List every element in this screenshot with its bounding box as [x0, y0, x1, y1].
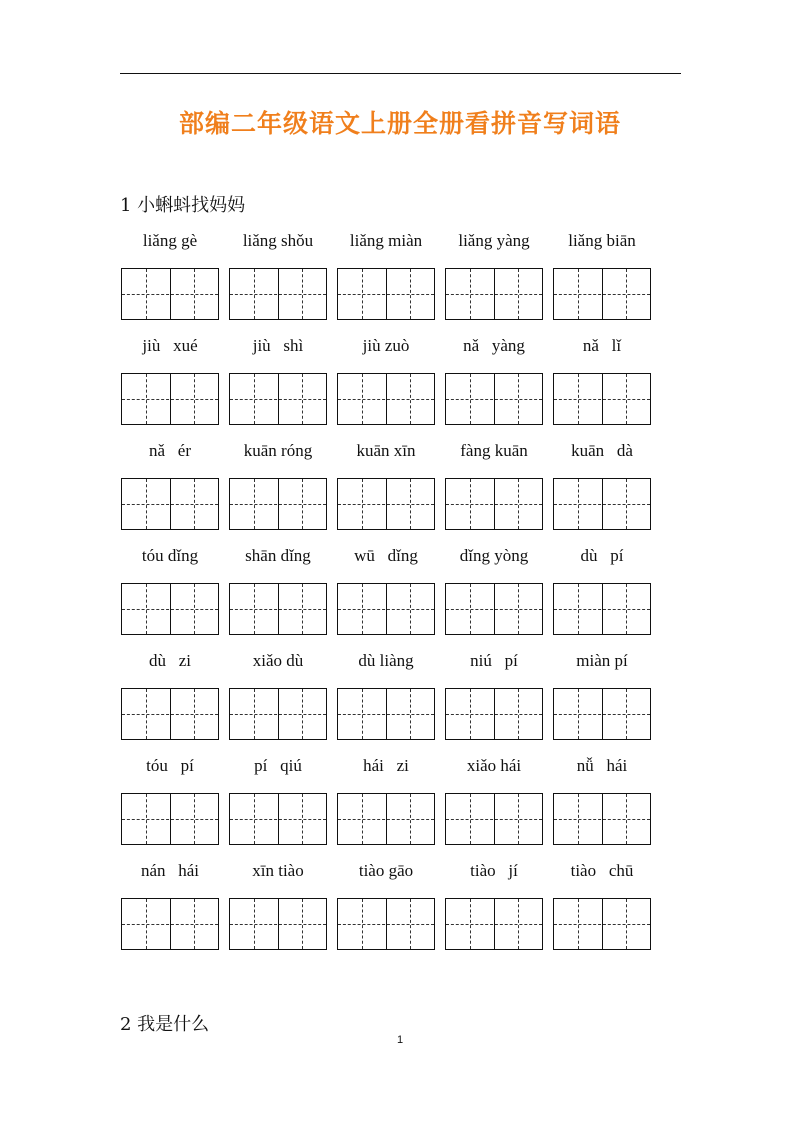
tianzige-writing-box[interactable] [121, 898, 219, 950]
pinyin-label: liǎng shǒu [242, 231, 314, 250]
pinyin-label: tiào jí [470, 861, 518, 880]
tianzige-writing-box[interactable] [121, 268, 219, 320]
pinyin-label: jiù xué [142, 336, 198, 355]
guide-line [122, 294, 218, 295]
pinyin-label: dù liàng [358, 651, 414, 670]
grid-row [121, 230, 661, 335]
tianzige-writing-box[interactable] [553, 898, 651, 950]
guide-line [554, 924, 650, 925]
word-cell [445, 440, 543, 535]
pinyin-label: dù pí [580, 546, 624, 565]
grid-row [121, 545, 661, 650]
pinyin-label: tiào gāo [358, 861, 414, 880]
tianzige-writing-box[interactable] [337, 583, 435, 635]
word-cell [229, 860, 327, 955]
guide-line [554, 504, 650, 505]
pinyin-label: tóu pí [146, 756, 194, 775]
guide-line [446, 504, 542, 505]
guide-line [122, 399, 218, 400]
tianzige-writing-box[interactable] [553, 373, 651, 425]
section-heading-2: 2 我是什么 [120, 1014, 210, 1035]
tianzige-writing-box[interactable] [229, 898, 327, 950]
tianzige-writing-box[interactable] [445, 583, 543, 635]
guide-line [554, 399, 650, 400]
word-cell [553, 755, 651, 850]
guide-line [122, 924, 218, 925]
word-cell [445, 755, 543, 850]
word-cell [121, 335, 219, 430]
tianzige-writing-box[interactable] [337, 688, 435, 740]
tianzige-writing-box[interactable] [553, 268, 651, 320]
pinyin-label: xīn tiào [252, 861, 304, 880]
guide-line [338, 714, 434, 715]
guide-line [554, 819, 650, 820]
pinyin-label: fàng kuān [460, 441, 528, 460]
tianzige-writing-box[interactable] [337, 373, 435, 425]
pinyin-label: nǎ ér [148, 441, 191, 460]
pinyin-label: tiào chū [570, 861, 634, 880]
tianzige-writing-box[interactable] [553, 478, 651, 530]
word-cell [121, 545, 219, 640]
guide-line [446, 714, 542, 715]
word-cell [121, 755, 219, 850]
word-cell [337, 860, 435, 955]
guide-line [230, 504, 326, 505]
pinyin-label: hái zi [363, 756, 409, 775]
word-cell [445, 545, 543, 640]
pinyin-label: niú pí [470, 651, 518, 670]
tianzige-writing-box[interactable] [553, 688, 651, 740]
guide-line [554, 609, 650, 610]
pinyin-label: miàn pí [576, 651, 628, 670]
word-cell [229, 440, 327, 535]
guide-line [338, 924, 434, 925]
grid-row [121, 755, 661, 860]
pinyin-label: nǎ yàng [463, 336, 525, 355]
word-cell [553, 230, 651, 325]
tianzige-writing-box[interactable] [229, 373, 327, 425]
pinyin-label: liǎng biān [568, 231, 636, 250]
tianzige-writing-box[interactable] [121, 583, 219, 635]
tianzige-writing-box[interactable] [121, 373, 219, 425]
pinyin-label: xiǎo dù [252, 651, 304, 670]
guide-line [230, 819, 326, 820]
word-cell [229, 755, 327, 850]
tianzige-writing-box[interactable] [337, 898, 435, 950]
grid-row [121, 860, 661, 965]
word-cell [445, 335, 543, 430]
section-heading-1: 1 小蝌蚪找妈妈 [120, 195, 246, 216]
word-cell [121, 230, 219, 325]
guide-line [446, 399, 542, 400]
word-cell [553, 650, 651, 745]
word-cell [229, 650, 327, 745]
word-cell [337, 650, 435, 745]
guide-line [230, 399, 326, 400]
guide-line [338, 399, 434, 400]
word-cell [337, 440, 435, 535]
grid-row [121, 440, 661, 545]
page-title: 部编二年级语文上册全册看拼音写词语 [178, 109, 621, 138]
pinyin-label: pí qiú [254, 756, 302, 775]
guide-line [338, 609, 434, 610]
pinyin-label: nán hái [140, 861, 200, 880]
word-cell [229, 545, 327, 640]
guide-line [338, 294, 434, 295]
guide-line [338, 504, 434, 505]
tianzige-writing-box[interactable] [229, 478, 327, 530]
pinyin-label: nǎ lǐ [582, 336, 622, 355]
tianzige-writing-box[interactable] [229, 793, 327, 845]
guide-line [338, 819, 434, 820]
word-cell [121, 860, 219, 955]
pinyin-writing-grid [121, 230, 661, 965]
word-cell [553, 545, 651, 640]
guide-line [446, 819, 542, 820]
pinyin-label: liǎng miàn [349, 231, 423, 250]
tianzige-writing-box[interactable] [445, 268, 543, 320]
guide-line [122, 609, 218, 610]
word-cell [445, 650, 543, 745]
tianzige-writing-box[interactable] [337, 793, 435, 845]
pinyin-label: liǎng gè [142, 231, 198, 250]
word-cell [229, 335, 327, 430]
word-cell [553, 440, 651, 535]
word-cell [445, 860, 543, 955]
word-cell [445, 230, 543, 325]
guide-line [230, 714, 326, 715]
word-cell [553, 335, 651, 430]
guide-line [554, 294, 650, 295]
pinyin-label: liǎng yàng [458, 231, 530, 250]
page-number: 1 [396, 1034, 404, 1046]
word-cell [553, 860, 651, 955]
tianzige-writing-box[interactable] [445, 793, 543, 845]
guide-line [446, 924, 542, 925]
grid-row [121, 650, 661, 755]
guide-line [446, 609, 542, 610]
guide-line [230, 924, 326, 925]
guide-line [122, 714, 218, 715]
pinyin-label: dù zi [148, 651, 192, 670]
word-cell [121, 650, 219, 745]
tianzige-writing-box[interactable] [337, 268, 435, 320]
pinyin-label: kuān xīn [356, 441, 416, 460]
tianzige-writing-box[interactable] [445, 688, 543, 740]
pinyin-label: jiù zuò [362, 336, 410, 355]
word-cell [337, 545, 435, 640]
header-rule [120, 73, 681, 74]
tianzige-writing-box[interactable] [121, 793, 219, 845]
word-cell [121, 440, 219, 535]
tianzige-writing-box[interactable] [445, 898, 543, 950]
pinyin-label: jiù shì [252, 336, 304, 355]
guide-line [122, 819, 218, 820]
guide-line [230, 609, 326, 610]
tianzige-writing-box[interactable] [553, 793, 651, 845]
pinyin-label: wū dǐng [354, 546, 418, 565]
word-cell [337, 335, 435, 430]
word-cell [337, 755, 435, 850]
tianzige-writing-box[interactable] [121, 688, 219, 740]
guide-line [446, 294, 542, 295]
pinyin-label: nǚ hái [576, 756, 628, 775]
guide-line [122, 504, 218, 505]
tianzige-writing-box[interactable] [337, 478, 435, 530]
tianzige-writing-box[interactable] [229, 688, 327, 740]
tianzige-writing-box[interactable] [445, 373, 543, 425]
tianzige-writing-box[interactable] [445, 478, 543, 530]
grid-row [121, 335, 661, 440]
tianzige-writing-box[interactable] [229, 583, 327, 635]
pinyin-label: xiǎo hái [466, 756, 522, 775]
pinyin-label: dǐng yòng [459, 546, 529, 565]
pinyin-label: tóu dǐng [141, 546, 199, 565]
word-cell [337, 230, 435, 325]
pinyin-label: kuān dà [571, 441, 633, 460]
tianzige-writing-box[interactable] [553, 583, 651, 635]
pinyin-label: kuān róng [243, 441, 313, 460]
guide-line [230, 294, 326, 295]
tianzige-writing-box[interactable] [121, 478, 219, 530]
word-cell [229, 230, 327, 325]
guide-line [554, 714, 650, 715]
pinyin-label: shān dǐng [245, 546, 311, 565]
tianzige-writing-box[interactable] [229, 268, 327, 320]
